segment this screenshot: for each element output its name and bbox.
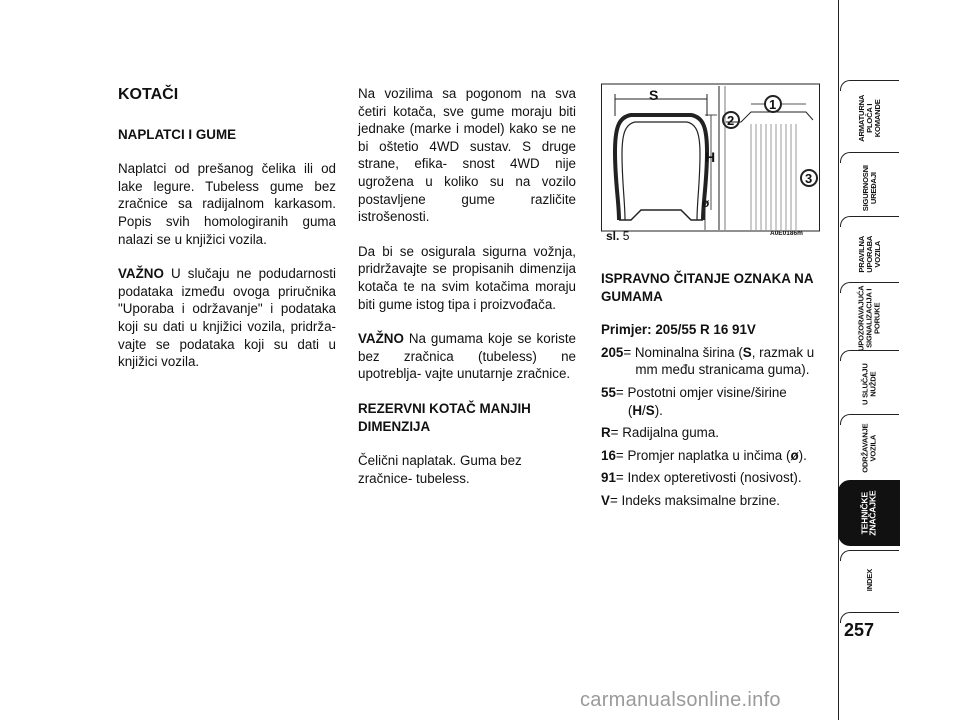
tab-label: U SLUČAJU NUŽDE (860, 363, 878, 405)
label-diameter: ø (702, 196, 710, 210)
tab-armaturna-ploca[interactable] (840, 86, 900, 150)
tab-label: ODRŽAVANJE VOZILA (860, 423, 878, 473)
callout-3: 3 (805, 171, 813, 186)
tab-u-slucaju-nuzde[interactable] (840, 352, 900, 416)
tab-label: ARMATURNA PLOČA I KOMANDE (856, 94, 883, 142)
figure-code: A0E0186m (770, 230, 803, 237)
column-2 (358, 85, 576, 504)
def-value: = Postotni omjer visine/širine (H/S). (615, 384, 787, 418)
def-key: R (601, 425, 611, 441)
section-title: KOTAČI (118, 86, 179, 103)
def-key: 55 (601, 384, 616, 400)
definition-r (601, 424, 825, 442)
definition-205 (601, 344, 825, 379)
subsection-title: REZERVNI KOTAČ MANJIH DIMENZIJA (358, 400, 531, 434)
paragraph: Naplatci od prešanog čelika ili od lake legure. Tubeless gume bez zračnice sa radijalnom karkasom. Popis svih homologiranih guma nalazi se u knjižici vozila. (118, 161, 336, 247)
tab-index[interactable] (840, 548, 900, 612)
watermark: carmanualsonline.info (580, 689, 781, 711)
subsection-title: ISPRAVNO ČITANJE OZNAKA NA GUMAMA (601, 271, 814, 304)
important-label: VAŽNO (358, 331, 404, 347)
tab-label: UPOZORAVAJUĆA SIGNALIZACIJA I PORUKE (856, 285, 883, 351)
label-h: H (705, 149, 716, 165)
callout-1: 1 (769, 97, 777, 112)
important-text: Na gumama koje se koriste bez zračnica (tubeless) ne upotreblja- vajte unutarnje zračnice. (358, 331, 576, 382)
subsection-title: NAPLATCI I GUME (118, 126, 237, 142)
important-label: VAŽNO (118, 266, 164, 282)
tab-odrzavanje-vozila[interactable] (840, 416, 900, 480)
def-key: V (601, 492, 610, 508)
paragraph: Čelični naplatak. Guma bez zračnice- tubeless. (358, 453, 522, 486)
def-value: = Index opteretivosti (nosivost). (615, 470, 802, 486)
column-1 (118, 82, 336, 388)
definition-16 (601, 447, 825, 465)
def-value: = Promjer naplatka u inčima (ø). (615, 447, 807, 463)
paragraph: Da bi se osigurala sigurna vožnja, pridržavajte se propisanih dimenzija kotača te na svim kotačima moraju biti gume istog tipa i proizvođača. (358, 243, 576, 312)
tab-label: INDEX (864, 568, 874, 592)
def-key: 16 (601, 447, 616, 463)
tab-upozoravajuca-signalizacija[interactable] (840, 286, 900, 350)
def-value: = Nominalna širina (S, razmak u mm među stranicama guma). (623, 344, 815, 378)
tab-sigurnosni-uredaji[interactable] (840, 156, 900, 220)
sidebar-border (838, 0, 839, 720)
tab-pravilna-uporaba[interactable] (840, 222, 900, 286)
caption-prefix: sl. (606, 229, 620, 243)
tab-label: TEHNIČKE ZNAČAJKE (859, 490, 878, 536)
definition-91 (601, 469, 825, 487)
def-value: = Indeks maksimalne brzine. (609, 492, 781, 508)
def-key: 91 (601, 470, 616, 486)
important-note (358, 330, 576, 383)
tab-tehnicke-znacajke[interactable] (838, 480, 900, 546)
def-value: = Radijalna guma. (610, 425, 719, 441)
page-number: 257 (844, 620, 875, 640)
example-line: Primjer: 205/55 R 16 91V (601, 322, 756, 338)
paragraph: Na vozilima sa pogonom na sva četiri kotača, sve gume moraju biti jednake (marke i model) kako se ne bi oštetio 4WD sustav. S druge strane, efika- snost 4WD nije ugrožena u koliko su na vozilo postavljene gume različite istrošenosti. (358, 86, 576, 225)
callout-2: 2 (727, 113, 735, 128)
caption-number: 5 (622, 229, 630, 243)
important-text: U slučaju ne podudarnosti podataka između ovoga priručnika "Uporaba i održavanje" i podataka koji su dati u knjižici vozila, pridrža- vajte se podataka koji su dati u knjižici vozila. (118, 266, 336, 370)
tab-label: SIGURNOSNI UREĐAJI (860, 164, 878, 212)
column-3 (601, 270, 825, 515)
figure-caption (606, 229, 629, 243)
label-s: S (649, 87, 659, 103)
important-note (118, 265, 336, 371)
definition-55 (601, 384, 825, 419)
tab-label: PRAVILNA UPORABA VOZILA (856, 235, 883, 273)
def-key: 205 (601, 344, 624, 360)
definition-v (601, 492, 825, 510)
tire-diagram (601, 82, 821, 235)
